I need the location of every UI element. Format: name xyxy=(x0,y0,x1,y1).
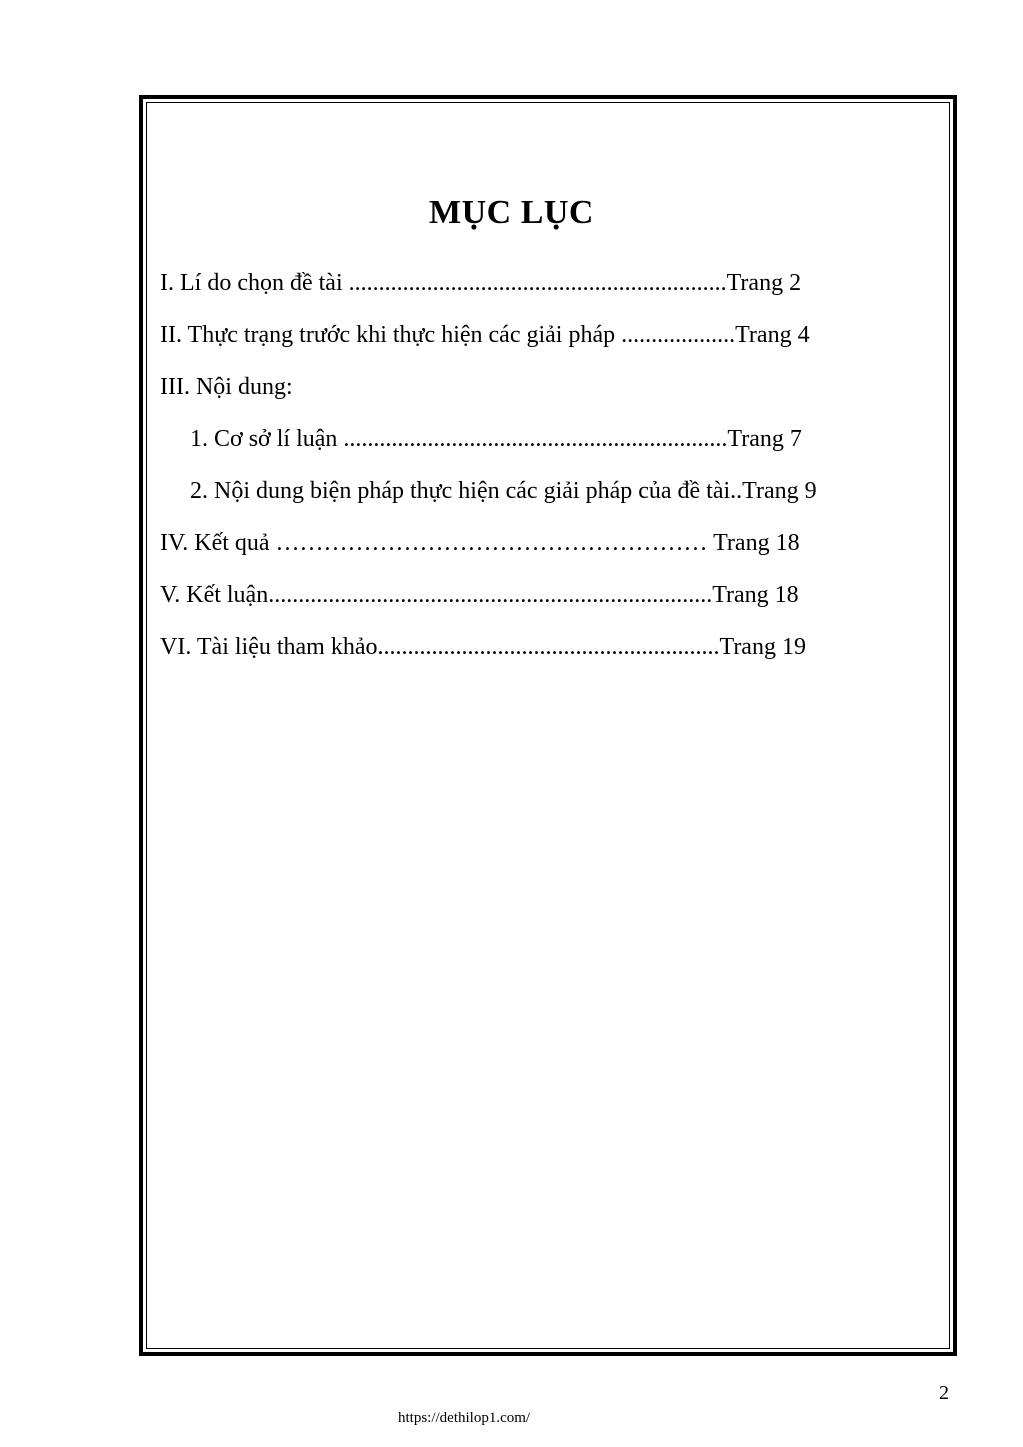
page-number: 2 xyxy=(939,1382,949,1404)
footer-link[interactable]: https://dethilop1.com/ xyxy=(398,1410,531,1426)
toc-item-6: VI. Tài liệu tham khảo.........................................................Trang 19 xyxy=(160,634,806,660)
toc-item-3: III. Nội dung: xyxy=(160,374,293,400)
toc-item-4: IV. Kết quả ……………………………………………… Trang 18 xyxy=(160,530,800,556)
toc-subitem-2: 2. Nội dung biện pháp thực hiện các giải pháp của đề tài..Trang 9 xyxy=(190,478,817,504)
toc-item-1: I. Lí do chọn đề tài ...............................................................Trang 2 xyxy=(160,270,802,296)
toc-item-2: II. Thực trạng trước khi thực hiện các giải pháp ...................Trang 4 xyxy=(160,322,810,348)
toc-item-5: V. Kết luận..........................................................................Trang 18 xyxy=(160,582,799,608)
page-title: MỤC LỤC xyxy=(429,194,594,231)
toc-subitem-1: 1. Cơ sở lí luận ................................................................Trang 7 xyxy=(190,426,802,452)
